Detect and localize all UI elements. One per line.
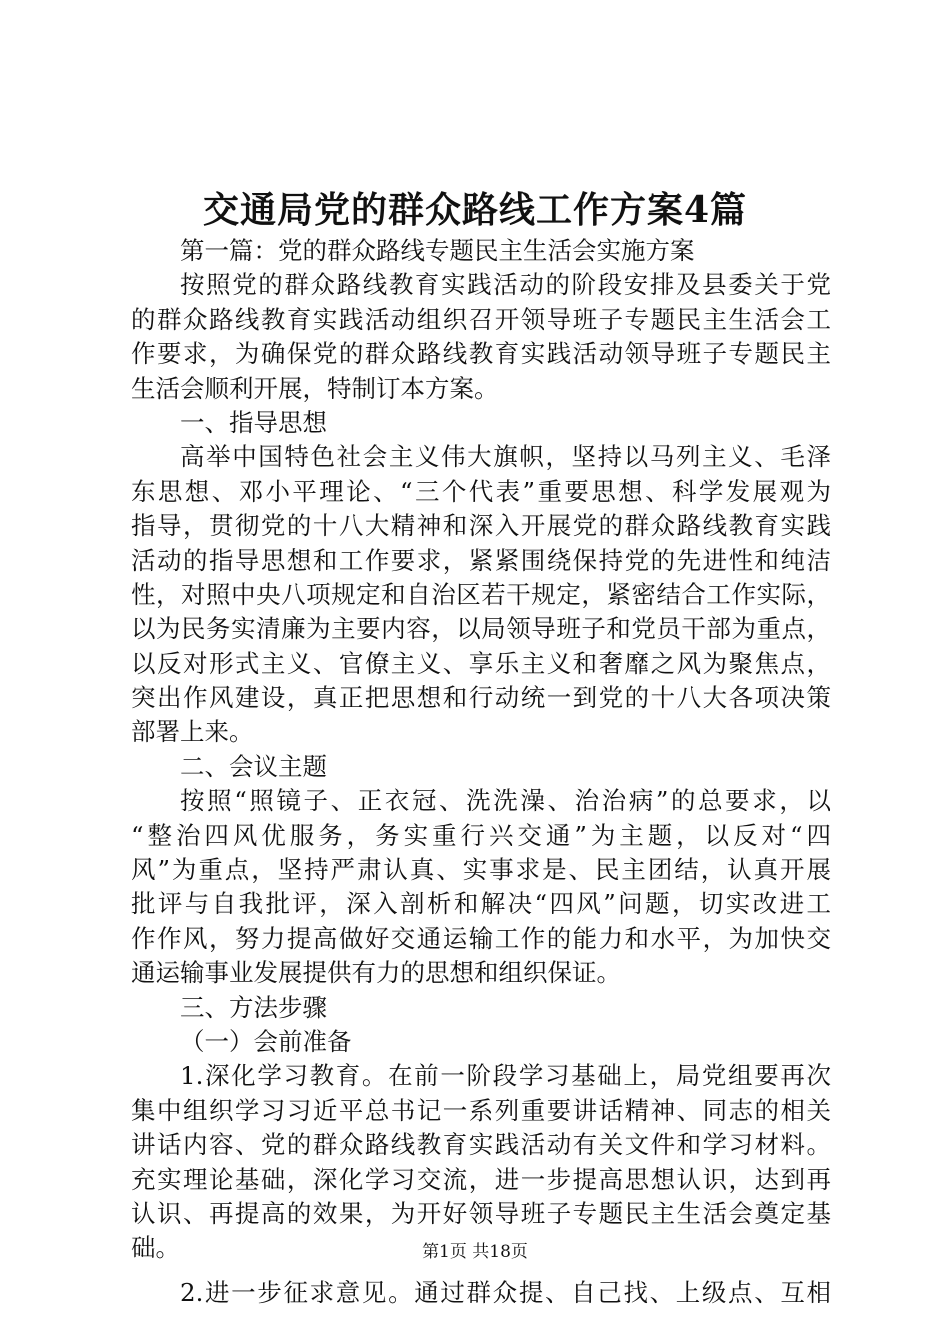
paragraph-line: 1.深化学习教育。在前一阶段学习基础上，局党组要再次 <box>180 1061 831 1091</box>
paragraph-line: 以反对形式主义、官僚主义、享乐主义和奢靡之风为聚焦点， <box>131 648 831 678</box>
section-heading: 三、方法步骤 <box>180 992 327 1022</box>
paragraph-line: 批评与自我批评，深入剖析和解决“四风”问题，切实改进工 <box>131 889 831 919</box>
paragraph-line: 认识、再提高的效果，为开好领导班子专题民主生活会奠定基 <box>131 1198 831 1228</box>
paragraph-line: 通运输事业发展提供有力的思想和组织保证。 <box>131 958 621 988</box>
paragraph-line: 指导，贯彻党的十八大精神和深入开展党的群众路线教育实践 <box>131 511 831 541</box>
paragraph-line: 高举中国特色社会主义伟大旗帜，坚持以马列主义、毛泽 <box>180 442 831 472</box>
paragraph-line: “整治四风优服务，务实重行兴交通”为主题，以反对“四 <box>131 820 831 850</box>
paragraph-line: 生活会顺利开展，特制订本方案。 <box>131 373 499 403</box>
paragraph-line: 集中组织学习习近平总书记一系列重要讲话精神、同志的相关 <box>131 1095 831 1125</box>
document-body <box>131 234 831 1310</box>
paragraph-line: 作要求，为确保党的群众路线教育实践活动领导班子专题民主 <box>131 339 831 369</box>
paragraph-line: 础。 <box>131 1233 180 1263</box>
paragraph-line: 充实理论基础，深化学习交流，进一步提高思想认识，达到再 <box>131 1164 831 1194</box>
paragraph-line: 讲话内容、党的群众路线教育实践活动有关文件和学习材料。 <box>131 1130 831 1160</box>
paragraph-line: 风”为重点，坚持严肃认真、实事求是、民主团结，认真开展 <box>131 855 831 885</box>
paragraph-line: 突出作风建设，真正把思想和行动统一到党的十八大各项决策 <box>131 683 831 713</box>
paragraph-line: 按照“照镜子、正衣冠、洗洗澡、治治病”的总要求，以 <box>180 786 831 816</box>
page-indicator: 第1页 共18页 <box>422 1242 528 1262</box>
paragraph-line: 性，对照中央八项规定和自治区若干规定，紧密结合工作实际， <box>131 579 831 609</box>
subsection-heading: （一）会前准备 <box>180 1026 352 1056</box>
section-heading: 二、会议主题 <box>180 751 327 781</box>
paragraph-line: 按照党的群众路线教育实践活动的阶段安排及县委关于党 <box>180 270 831 300</box>
document-title: 交通局党的群众路线工作方案4篇 <box>202 189 748 231</box>
paragraph-line: 活动的指导思想和工作要求，紧紧围绕保持党的先进性和纯洁 <box>131 545 831 575</box>
section-heading: 一、指导思想 <box>180 407 327 437</box>
paragraph-line: 以为民务实清廉为主要内容，以局领导班子和党员干部为重点， <box>131 614 831 644</box>
paragraph-line: 作作风，努力提高做好交通运输工作的能力和水平，为加快交 <box>131 923 831 953</box>
paragraph-line: 2.进一步征求意见。通过群众提、自己找、上级点、互相 <box>180 1277 831 1307</box>
paragraph-line: 部署上来。 <box>131 717 254 747</box>
paragraph-line: 东思想、邓小平理论、“三个代表”重要思想、科学发展观为 <box>131 476 831 506</box>
paragraph-line: 的群众路线教育实践活动组织召开领导班子专题民主生活会工 <box>131 304 831 334</box>
section-heading: 第一篇：党的群众路线专题民主生活会实施方案 <box>180 236 695 265</box>
